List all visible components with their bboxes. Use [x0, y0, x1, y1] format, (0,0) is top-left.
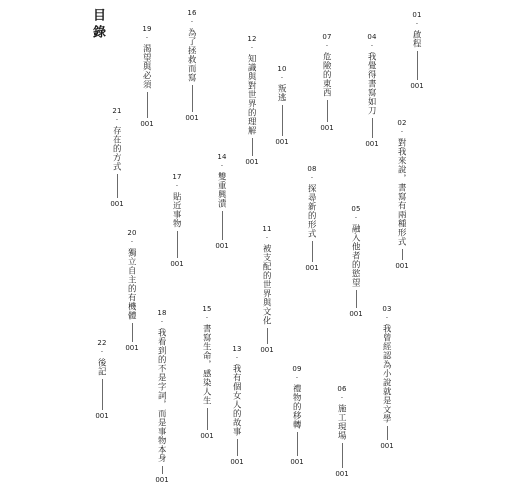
- toc-entry-05[interactable]: [346, 206, 366, 318]
- chapter-number: 03: [382, 305, 392, 313]
- toc-entry-13[interactable]: [227, 346, 247, 466]
- chapter-title: 對我來說，書寫有兩種形式: [397, 138, 408, 246]
- chapter-number: 05: [351, 205, 361, 213]
- chapter-title: 啟程: [412, 30, 423, 48]
- chapter-title: 我看到的不是字詞，而是事物本身: [157, 328, 168, 463]
- separator-dot: ·: [325, 42, 329, 50]
- toc-entry-03[interactable]: [377, 306, 397, 450]
- leader-line: [342, 443, 343, 468]
- leader-line: [132, 323, 133, 342]
- leader-line: [387, 426, 388, 440]
- toc-entry-12[interactable]: [242, 36, 262, 166]
- chapter-title: 探尋新的形式: [307, 184, 318, 238]
- separator-dot: ·: [235, 354, 239, 362]
- chapter-title: 叛逃: [277, 84, 288, 102]
- chapter-title: 知識與對世界的理解: [247, 54, 258, 135]
- leader-line: [252, 138, 253, 156]
- page-number: 001: [395, 262, 409, 270]
- toc-entry-06[interactable]: [332, 386, 352, 478]
- page-number: 001: [200, 432, 214, 440]
- page-number: 001: [349, 310, 363, 318]
- page-number: 001: [275, 138, 289, 146]
- toc-entry-18[interactable]: [152, 310, 172, 484]
- separator-dot: ·: [370, 42, 374, 50]
- leader-line: [237, 439, 238, 456]
- chapter-number: 22: [97, 339, 107, 347]
- toc-entry-02[interactable]: [392, 120, 412, 270]
- page-number: 001: [155, 476, 169, 484]
- separator-dot: ·: [250, 44, 254, 52]
- page-number: 001: [95, 412, 109, 420]
- toc-entry-04[interactable]: [362, 34, 382, 148]
- chapter-number: 21: [112, 107, 122, 115]
- leader-line: [312, 241, 313, 262]
- separator-dot: ·: [354, 214, 358, 222]
- chapter-number: 07: [322, 33, 332, 41]
- leader-line: [117, 174, 118, 198]
- page-number: 001: [305, 264, 319, 272]
- leader-line: [402, 249, 403, 260]
- toc-entry-21[interactable]: [107, 108, 127, 208]
- toc-entry-15[interactable]: [197, 306, 217, 440]
- chapter-title: 融入他者的慾望: [351, 224, 362, 287]
- page-number: 001: [230, 458, 244, 466]
- chapter-number: 06: [337, 385, 347, 393]
- page-number: 001: [290, 458, 304, 466]
- chapter-title: 貼近事物: [172, 192, 183, 228]
- toc-entry-20[interactable]: [122, 230, 142, 352]
- chapter-number: 13: [232, 345, 242, 353]
- leader-line: [102, 379, 103, 410]
- chapter-number: 18: [157, 309, 167, 317]
- leader-line: [162, 466, 163, 474]
- leader-line: [417, 51, 418, 80]
- page-number: 001: [410, 82, 424, 90]
- page-number: 001: [260, 346, 274, 354]
- chapter-number: 02: [397, 119, 407, 127]
- separator-dot: ·: [160, 318, 164, 326]
- chapter-number: 09: [292, 365, 302, 373]
- separator-dot: ·: [400, 128, 404, 136]
- chapter-title: 禮物的移轉: [292, 384, 303, 429]
- chapter-number: 08: [307, 165, 317, 173]
- chapter-title: 渴望與必須: [142, 44, 153, 89]
- toc-entry-10[interactable]: [272, 66, 292, 146]
- chapter-title: 存在的方式: [112, 126, 123, 171]
- chapter-number: 12: [247, 35, 257, 43]
- page-number: 001: [185, 114, 199, 122]
- page-number: 001: [140, 120, 154, 128]
- chapter-number: 15: [202, 305, 212, 313]
- leader-line: [356, 290, 357, 308]
- separator-dot: ·: [265, 234, 269, 242]
- chapter-number: 17: [172, 173, 182, 181]
- separator-dot: ·: [100, 348, 104, 356]
- chapter-title: 被支配的世界與文化: [262, 244, 273, 325]
- page-number: 001: [170, 260, 184, 268]
- toc-entry-14[interactable]: [212, 154, 232, 250]
- toc-entry-09[interactable]: [287, 366, 307, 466]
- separator-dot: ·: [295, 374, 299, 382]
- chapter-title: 危險的東西: [322, 52, 333, 97]
- chapter-title: 我曾經認為小說就是文學: [382, 324, 393, 423]
- chapter-title: 雙重興潰: [217, 172, 228, 208]
- chapter-title: 為了拯救而寫: [187, 28, 198, 82]
- leader-line: [297, 432, 298, 456]
- chapter-number: 19: [142, 25, 152, 33]
- chapter-title: 書寫生命，感染人生: [202, 324, 213, 405]
- separator-dot: ·: [130, 238, 134, 246]
- leader-line: [267, 328, 268, 344]
- separator-dot: ·: [190, 18, 194, 26]
- toc-entry-19[interactable]: [137, 26, 157, 128]
- separator-dot: ·: [145, 34, 149, 42]
- toc-entry-08[interactable]: [302, 166, 322, 272]
- chapter-title: 施工現場: [337, 404, 348, 440]
- toc-entry-07[interactable]: [317, 34, 337, 132]
- separator-dot: ·: [310, 174, 314, 182]
- separator-dot: ·: [175, 182, 179, 190]
- leader-line: [177, 231, 178, 258]
- chapter-number: 04: [367, 33, 377, 41]
- page-number: 001: [245, 158, 259, 166]
- chapter-title: 我有個女人的故事: [232, 364, 243, 436]
- page-number: 001: [110, 200, 124, 208]
- page-title: 目錄: [90, 8, 105, 42]
- separator-dot: ·: [385, 314, 389, 322]
- page-number: 001: [335, 470, 349, 478]
- separator-dot: ·: [340, 394, 344, 402]
- chapter-number: 10: [277, 65, 287, 73]
- leader-line: [147, 92, 148, 118]
- toc-entry-22[interactable]: [92, 340, 112, 420]
- toc-entry-17[interactable]: [167, 174, 187, 268]
- separator-dot: ·: [220, 162, 224, 170]
- toc-entry-11[interactable]: [257, 226, 277, 354]
- chapter-title: 獨立自主的有機體: [127, 248, 138, 320]
- chapter-number: 11: [262, 225, 272, 233]
- leader-line: [192, 85, 193, 112]
- toc-entry-01[interactable]: [407, 12, 427, 90]
- separator-dot: ·: [415, 20, 419, 28]
- separator-dot: ·: [115, 116, 119, 124]
- chapter-number: 20: [127, 229, 137, 237]
- page-number: 001: [125, 344, 139, 352]
- toc-entry-16[interactable]: [182, 10, 202, 122]
- leader-line: [207, 408, 208, 430]
- page-number: 001: [380, 442, 394, 450]
- leader-line: [327, 100, 328, 122]
- leader-line: [282, 105, 283, 136]
- page-number: 001: [365, 140, 379, 148]
- leader-line: [222, 211, 223, 240]
- leader-line: [372, 118, 373, 138]
- separator-dot: ·: [205, 314, 209, 322]
- chapter-title: 我覺得書寫如刀: [367, 52, 378, 115]
- separator-dot: ·: [280, 74, 284, 82]
- page-number: 001: [215, 242, 229, 250]
- chapter-title: 後記: [97, 358, 108, 376]
- chapter-number: 16: [187, 9, 197, 17]
- chapter-number: 14: [217, 153, 227, 161]
- chapter-number: 01: [412, 11, 422, 19]
- page-number: 001: [320, 124, 334, 132]
